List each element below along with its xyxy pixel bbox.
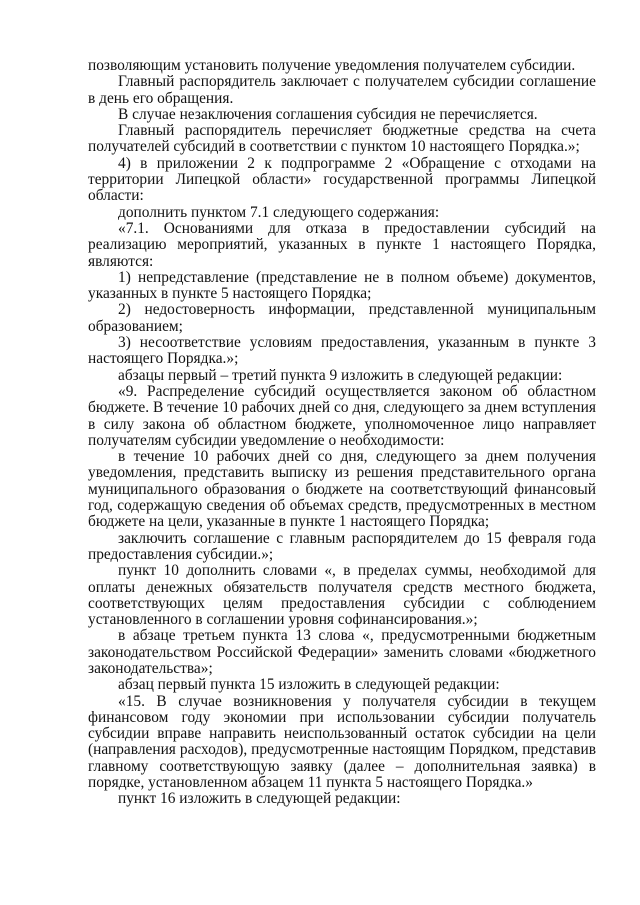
paragraph: абзац первый пункта 15 изложить в следующей редакции: — [118, 676, 500, 694]
paragraph: дополнить пунктом 7.1 следующего содержания: — [118, 203, 440, 221]
paragraph: абзацы первый – третий пункта 9 изложить в следующей редакции: — [118, 366, 563, 384]
paragraph: пункт 10 дополнить словами «, в пределах суммы, необходимой для оплаты денежных обязательств получателя средств местного бюджета, соответствующих целям предоставления субсидии с соблюдением установленного в соглашении уровня софинансирования.»; — [88, 562, 596, 629]
paragraph: заключить соглашение с главным распорядителем до 15 февраля года предоставления субсидии.»; — [88, 529, 596, 563]
paragraph: Главный распорядитель заключает с получателем субсидии соглашение в день его обращения. — [88, 73, 596, 107]
paragraph: 2) недостоверность информации, представленной муниципальным образованием; — [88, 301, 596, 335]
paragraph: «15. В случае возникновения у получателя субсидии в текущем финансовом году экономии при использовании субсидии получатель субсидии вправе направить неиспользованный остаток субсидии на цели (направления расходов), предусмотренные настоящим Порядком, представив главному соответствующую заявку (далее – дополнительная заявка) в порядке, установленном абзацем 11 пункта 5 настоящего Порядка.» — [88, 692, 596, 792]
paragraph: 1) непредставление (представление не в полном объеме) документов, указанных в пункте 5 настоящего Порядка; — [88, 268, 596, 303]
paragraph: пункт 16 изложить в следующей редакции: — [118, 790, 401, 808]
paragraph: 4) в приложении 2 к подпрограмме 2 «Обращение с отходами на территории Липецкой области» государственной программы Липецкой области: — [88, 154, 596, 205]
paragraph: В случае незаключения соглашения субсидия не перечисляется. — [118, 105, 538, 123]
paragraph: позволяющим установить получение уведомления получателем субсидии. — [88, 57, 576, 74]
paragraph: в абзаце третьем пункта 13 слова «, предусмотренными бюджетным законодательством Российской Федерации» заменить словами «бюджетного законодательства»; — [88, 627, 596, 677]
paragraph: в течение 10 рабочих дней со дня, следующего за днем получения уведомления, представить выписку из решения представительного органа муниципального образования о бюджете на соответствующий финансовый год, содержащую сведения об объемах средств, предусмотренных в местном бюджете на цели, указанные в пункте 1 настоящего Порядка; — [88, 448, 596, 531]
paragraph: «9. Распределение субсидий осуществляется законом об областном бюджете. В течение 10 рабочих дней со дня, следующего за днем вступления в силу закона об областном бюджете, уполномоченное лицо направляет получателям субсидии уведомление о необходимости: — [88, 382, 596, 449]
paragraph: 3) несоответствие условиям предоставления, указанным в пункте 3 настоящего Порядка.»; — [88, 334, 596, 368]
paragraph: «7.1. Основаниями для отказа в предоставлении субсидий на реализацию мероприятий, указанных в пункте 1 настоящего Порядка, являются: — [88, 219, 596, 270]
document-page — [88, 58, 596, 808]
paragraph: Главный распорядитель перечисляет бюджетные средства на счета получателей субсидий в соответствии с пунктом 10 настоящего Порядка.»; — [88, 122, 596, 156]
